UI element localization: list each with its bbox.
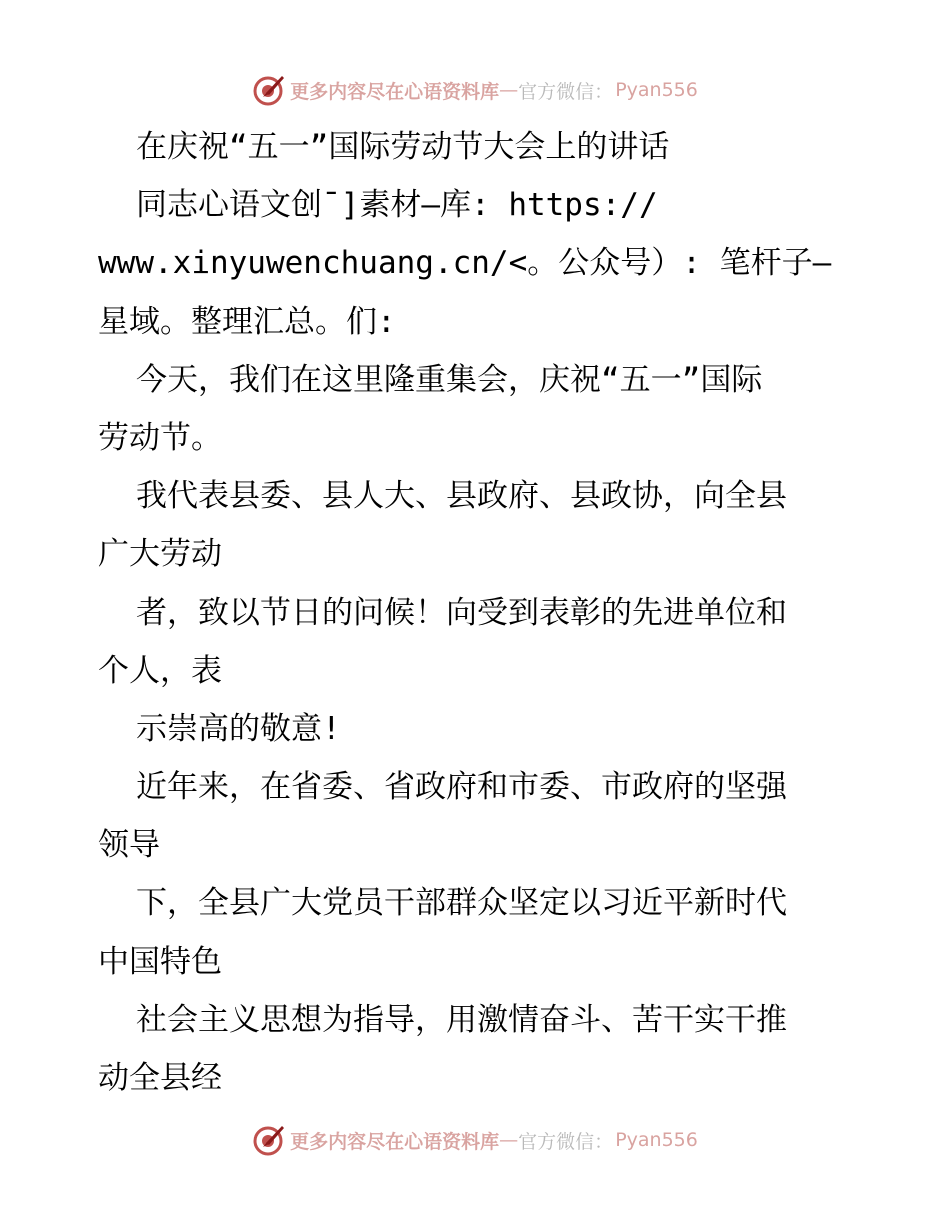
quill-pen-logo-icon <box>252 1123 286 1157</box>
paragraph-line: 我代表县委、县人大、县政府、县政协，向全县 <box>136 478 787 515</box>
paragraph-line: 同志心语文创¯]素材—库: https:// <box>136 187 658 224</box>
paragraph-line: 近年来，在省委、省政府和市委、市政府的坚强 <box>136 769 787 806</box>
watermark-wechat-label: 官方微信： <box>518 1130 614 1153</box>
paragraph-line: www.xinyuwenchuang.cn/<。公众号）: 笔杆子— <box>98 245 832 282</box>
watermark-banner-top <box>0 70 950 110</box>
paragraph-line: 广大劳动 <box>98 536 222 573</box>
paragraph-line: 星域。整理汇总。们: <box>98 303 396 340</box>
quill-pen-logo-icon <box>252 73 286 107</box>
paragraph-line: 社会主义思想为指导，用激情奋斗、苦干实干推 <box>136 1001 787 1038</box>
watermark-dash: — <box>499 1129 519 1151</box>
paragraph-line: 示崇高的敬意! <box>136 710 341 747</box>
watermark-wechat-id: Pyan556 <box>615 79 698 101</box>
document-title: 在庆祝“五一”国际劳动节大会上的讲话 <box>136 129 670 165</box>
paragraph-line: 下，全县广大党员干部群众坚定以习近平新时代 <box>136 885 787 922</box>
watermark-slogan: 更多内容尽在心语资料库 <box>290 1130 500 1153</box>
watermark-dash: — <box>499 79 519 101</box>
watermark-wechat-id: Pyan556 <box>615 1129 698 1151</box>
paragraph-line: 个人，表 <box>98 652 222 689</box>
paragraph-line: 中国特色 <box>98 943 222 980</box>
document-body <box>98 118 858 1107</box>
watermark-slogan: 更多内容尽在心语资料库 <box>290 80 500 103</box>
paragraph-line: 动全县经 <box>98 1060 222 1096</box>
watermark-wechat-label: 官方微信： <box>518 80 614 103</box>
paragraph-line: 者，致以节日的问候！向受到表彰的先进单位和 <box>136 594 787 631</box>
watermark-banner-bottom <box>0 1120 950 1160</box>
paragraph-line: 今天，我们在这里隆重集会，庆祝“五一”国际 <box>136 361 763 398</box>
paragraph-line: 劳动节。 <box>98 419 222 456</box>
paragraph-line: 领导 <box>98 827 160 864</box>
